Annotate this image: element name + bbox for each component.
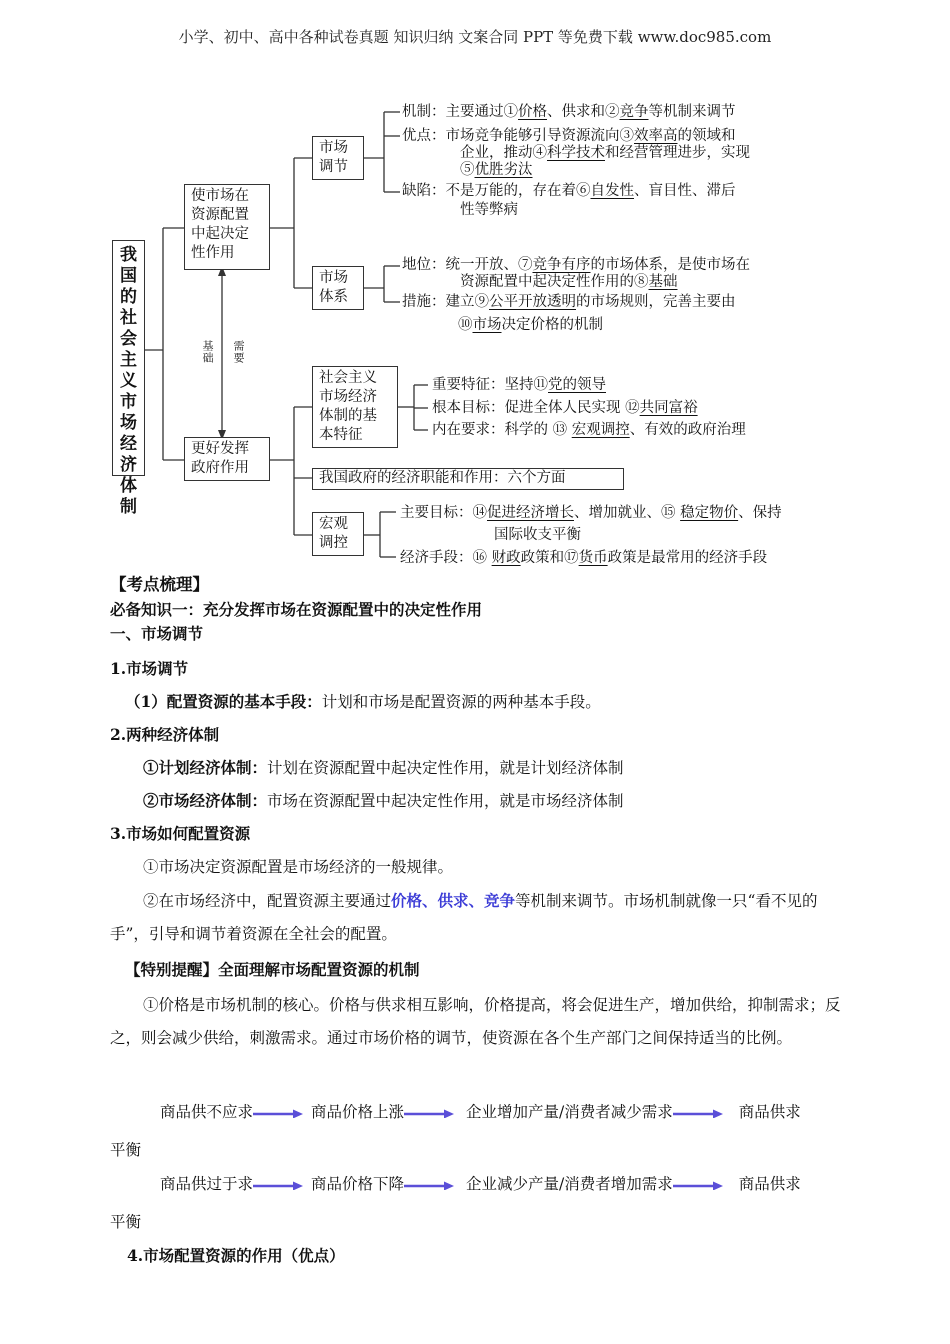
flow-arrow-icon bbox=[253, 1108, 303, 1118]
section-title: 【考点梳理】 bbox=[110, 575, 209, 594]
defect-line-1: 缺陷：不是万能的，存在着⑥自发性、盲目性、滞后 bbox=[402, 183, 736, 199]
para-market-economy: ②市场经济体制：市场在资源配置中起决定性作用，就是市场经济体制 bbox=[143, 791, 624, 810]
branch-government-role: 更好发挥政府作用 bbox=[184, 437, 270, 481]
para-general-law: ①市场决定资源配置是市场经济的一般规律。 bbox=[143, 858, 454, 876]
knowledge-title: 必备知识一：充分发挥市场在资源配置中的决定性作用 bbox=[110, 600, 483, 619]
mechanism-line: 机制：主要通过①价格、供求和②竞争等机制来调节 bbox=[402, 104, 736, 120]
flow2-step-3: 企业减少产量/消费者增加需求 bbox=[466, 1175, 673, 1193]
flow1-step-2: 商品价格上涨 bbox=[311, 1103, 405, 1121]
goal-line: 根本目标：促进全体人民实现 ⑫共同富裕 bbox=[432, 400, 698, 416]
heading-market-adjust: 一、市场调节 bbox=[110, 624, 204, 643]
advantage-line-2: 企业，推动④科学技术和经营管理进步，实现 bbox=[460, 145, 750, 161]
aim-line-1: 主要目标：⑭促进经济增长、增加就业、⑮ 稳定物价、保持 bbox=[400, 505, 782, 521]
flow2-step-2: 商品价格下降 bbox=[311, 1175, 405, 1193]
node-market-adjust: 市场调节 bbox=[312, 136, 364, 180]
flow2-tail: 平衡 bbox=[110, 1213, 142, 1231]
aim-line-2: 国际收支平衡 bbox=[494, 527, 581, 543]
flow1-step-1: 商品供不应求 bbox=[160, 1103, 254, 1121]
para-mechanism: ②在市场经济中，配置资源主要通过价格、供求、竞争等机制来调节。市场机制就像一只“看不见的手”，引导和调节着资源在全社会的配置。 bbox=[110, 891, 818, 943]
flow-arrow-icon bbox=[404, 1108, 454, 1118]
tip-text: ①价格是市场机制的核心。价格与供求相互影响，价格提高，将会促进生产，增加供给，抑制需求；反之，则会减少供给，刺激需求。通过市场价格的调节，使资源在各个生产部门之间保持适当的比例。 bbox=[110, 996, 841, 1047]
flow2-step-1: 商品供过于求 bbox=[160, 1175, 254, 1193]
flow-arrow-icon bbox=[673, 1108, 723, 1118]
tip-title: 【特别提醒】全面理解市场配置资源的机制 bbox=[125, 960, 420, 979]
feature-line: 重要特征：坚持⑪党的领导 bbox=[432, 377, 606, 393]
position-line-1: 地位：统一开放、⑦竞争有序的市场体系，是使市场在 bbox=[402, 257, 750, 273]
node-market-system: 市场体系 bbox=[312, 266, 364, 310]
flow-supply-short bbox=[160, 1100, 895, 1124]
measure-line-1: 措施：建立⑨公平开放透明的市场规则，完善主要由 bbox=[402, 294, 736, 310]
node-gov-functions: 我国政府的经济职能和作用：六个方面 bbox=[312, 468, 624, 490]
flow1-tail: 平衡 bbox=[110, 1141, 142, 1159]
flow2-step-4: 商品供求 bbox=[738, 1175, 801, 1193]
node-socialist-features: 社会主义市场经济体制的基本特征 bbox=[312, 366, 398, 448]
heading-1-2: 2.两种经济体制 bbox=[110, 725, 220, 744]
means-line: 经济手段：⑯ 财政政策和⑰货币政策是最常用的经济手段 bbox=[400, 550, 768, 566]
flow1-step-3: 企业增加产量/消费者减少需求 bbox=[466, 1103, 673, 1121]
flow-arrow-icon bbox=[404, 1180, 454, 1190]
requirement-line: 内在要求：科学的 ⑬ 宏观调控、有效的政府治理 bbox=[432, 422, 746, 438]
flow-supply-excess bbox=[160, 1172, 895, 1196]
branch-market-decisive: 使市场在资源配置中起决定性作用 bbox=[184, 184, 270, 270]
defect-line-2: 性等弊病 bbox=[460, 202, 518, 218]
heading-1-1: 1.市场调节 bbox=[110, 659, 189, 678]
advantage-line-1: 优点：市场竞争能够引导资源流向③效率高的领域和 bbox=[402, 128, 736, 144]
position-line-2: 资源配置中起决定性作用的⑧基础 bbox=[460, 274, 678, 290]
link-label-base: 基础 bbox=[201, 340, 214, 364]
page-header: 小学、初中、高中各种试卷真题 知识归纳 文案合同 PPT 等免费下载 www.doc985.com bbox=[178, 28, 772, 46]
heading-1-4: 4.市场配置资源的作用（优点） bbox=[127, 1246, 345, 1265]
para-basic-means: （1）配置资源的基本手段：计划和市场是配置资源的两种基本手段。 bbox=[125, 692, 601, 711]
flow1-step-4: 商品供求 bbox=[738, 1103, 801, 1121]
heading-1-3: 3.市场如何配置资源 bbox=[110, 824, 251, 843]
para-planned-economy: ①计划经济体制：计划在资源配置中起决定性作用，就是计划经济体制 bbox=[143, 758, 624, 777]
flow-arrow-icon bbox=[673, 1180, 723, 1190]
measure-line-2: ⑩市场决定价格的机制 bbox=[458, 317, 603, 333]
advantage-line-3: ⑤优胜劣汰 bbox=[460, 162, 533, 178]
flow-arrow-icon bbox=[253, 1180, 303, 1190]
link-label-need: 需要 bbox=[232, 340, 245, 364]
root-node: 我国的社会主义市场经济体制 bbox=[112, 240, 145, 476]
node-macro-control: 宏观调控 bbox=[312, 512, 364, 556]
